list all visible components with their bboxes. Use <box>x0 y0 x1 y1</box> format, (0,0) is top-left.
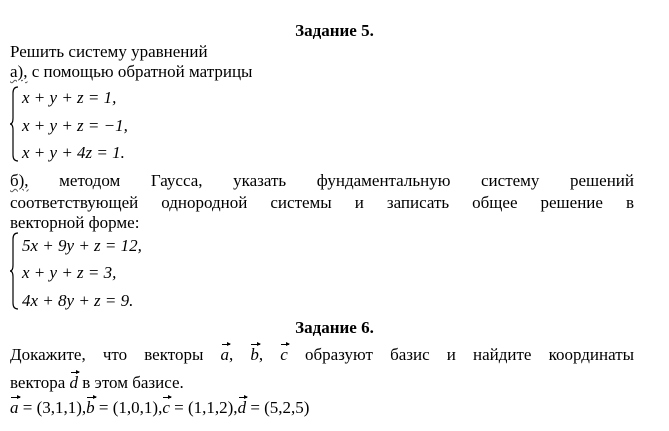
task5-part-a <box>10 62 252 82</box>
part-b-marker: б), <box>10 171 29 190</box>
task5-title: Задание 5. <box>295 21 374 40</box>
task6-line2-end: в этом базисе. <box>82 373 184 392</box>
task5-part-b-line2: соответствующей однородной системы и записать общее решение в <box>10 193 634 212</box>
task5-intro: Решить систему уравнений <box>10 42 208 61</box>
vector-a-label: a <box>10 398 19 417</box>
task6-line1-end: образуют базис и найдите координаты <box>304 345 635 364</box>
system-a-eq-1: x + y + z = 1, <box>22 88 117 107</box>
vector-d-value: = (5,2,5) <box>250 398 310 417</box>
part-b-line1-text: методом Гаусса, указать фундаментальную систему решений <box>59 171 634 190</box>
vector-a-value: = (3,1,1), <box>22 398 87 417</box>
system-a-eq-3: x + y + 4z = 1. <box>22 143 125 162</box>
system-b-eq-2: x + y + z = 3, <box>22 263 117 282</box>
vector-b-label: b <box>86 398 95 417</box>
system-b-eq-1: 5x + 9y + z = 12, <box>22 236 142 255</box>
vector-b-value: = (1,0,1), <box>98 398 163 417</box>
task6-line2 <box>10 373 184 393</box>
task6-line1: Докажите, что векторы a, b, c образуют базис и найдите координаты <box>10 345 635 364</box>
system-a-brace-icon <box>9 86 19 162</box>
vector-c-symbol: c <box>280 345 288 364</box>
vector-d-label: d <box>237 398 247 417</box>
system-b-brace-icon <box>9 232 19 310</box>
task6-line1-start: Докажите, что векторы <box>10 345 204 364</box>
part-a-marker: а), <box>10 62 28 81</box>
part-a-text: с помощью обратной матрицы <box>31 62 253 81</box>
task5-part-b-line1 <box>10 171 634 191</box>
task6-line2-start: вектора <box>10 373 66 392</box>
system-b-eq-3: 4x + 8y + z = 9. <box>22 291 134 310</box>
vector-d-symbol: d <box>69 373 79 392</box>
vector-c-label: c <box>162 398 170 417</box>
vector-c-value: = (1,1,2), <box>174 398 238 417</box>
vector-b-symbol: b <box>250 345 259 364</box>
task5-part-b-line3: векторной форме: <box>10 213 140 232</box>
system-a-eq-2: x + y + z = −1, <box>22 116 128 135</box>
task6-title: Задание 6. <box>295 318 374 337</box>
vector-a-symbol: a <box>220 345 230 364</box>
task6-vectors <box>10 398 309 418</box>
